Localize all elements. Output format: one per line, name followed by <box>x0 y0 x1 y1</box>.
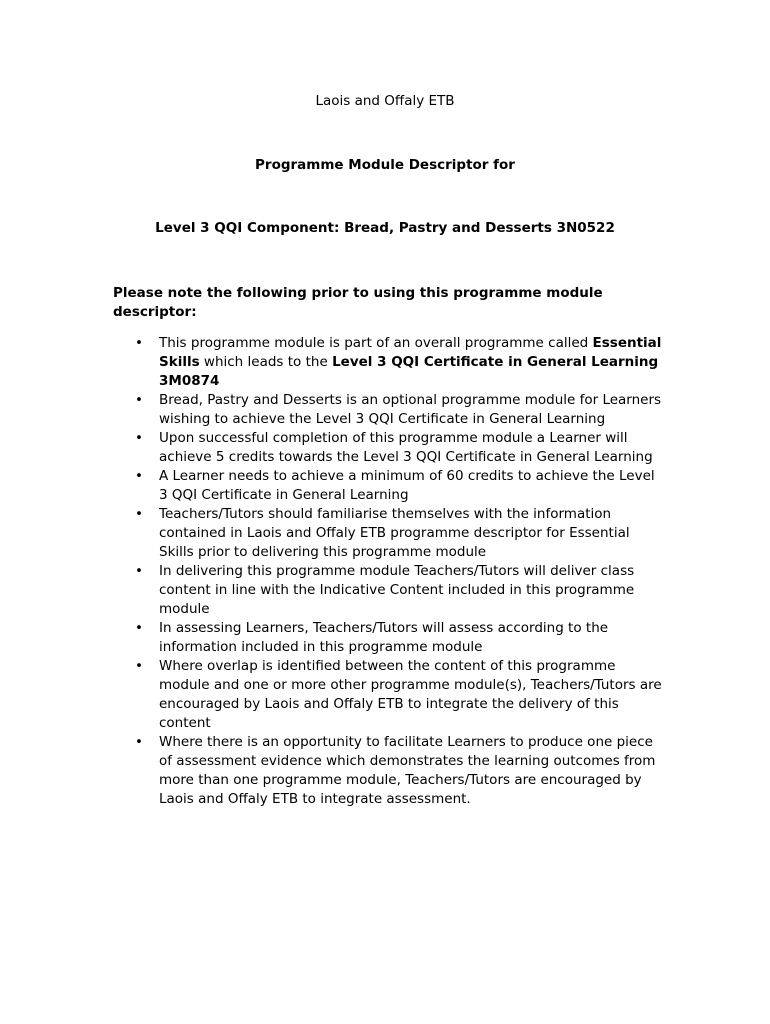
notes-list <box>113 334 663 809</box>
list-item-text: which leads to the <box>199 354 333 370</box>
bullet-icon: • <box>135 468 143 484</box>
list-item-text: Bread, Pastry and Desserts is an optional programme module for Learners wishing to achieve the Level 3 QQI Certificate in General Learning <box>159 392 662 427</box>
list-item-text: In assessing Learners, Teachers/Tutors will assess according to the information included in this programme module <box>159 620 609 655</box>
bullet-icon: • <box>135 430 143 446</box>
list-item <box>113 505 663 562</box>
list-item-text: Where overlap is identified between the content of this programme module and one or more other programme module(s), Teachers/Tutors are encouraged by Laois and Offaly ETB to integrate the delivery of this content <box>159 658 662 731</box>
list-item <box>113 391 663 429</box>
list-item <box>113 334 663 391</box>
list-item-text: This programme module is part of an overall programme called <box>159 335 593 351</box>
document-title: Programme Module Descriptor for <box>255 157 515 173</box>
document-subtitle: Level 3 QQI Component: Bread, Pastry and Desserts 3N0522 <box>155 220 615 236</box>
list-item <box>113 733 663 809</box>
notes-heading: Please note the following prior to using this programme module descriptor: <box>113 285 603 320</box>
bullet-icon: • <box>135 335 143 351</box>
organization-name: Laois and Offaly ETB <box>315 93 455 109</box>
list-item-text: Upon successful completion of this programme module a Learner will achieve 5 credits towards the Level 3 QQI Certificate in General Learning <box>159 430 653 465</box>
list-item <box>113 429 663 467</box>
list-item <box>113 562 663 619</box>
programme-name: Essential Skills <box>159 335 662 370</box>
bullet-icon: • <box>135 563 143 579</box>
bullet-icon: • <box>135 658 143 674</box>
bullet-icon: • <box>135 392 143 408</box>
bullet-icon: • <box>135 506 143 522</box>
bullet-icon: • <box>135 620 143 636</box>
list-item-text: A Learner needs to achieve a minimum of 60 credits to achieve the Level 3 QQI Certificate in General Learning <box>159 468 655 503</box>
list-item <box>113 619 663 657</box>
list-item-text: In delivering this programme module Teachers/Tutors will deliver class content in line with the Indicative Content included in this programme module <box>159 563 635 617</box>
list-item <box>113 657 663 733</box>
list-item-text: Where there is an opportunity to facilitate Learners to produce one piece of assessment evidence which demonstrates the learning outcomes from more than one programme module, Teachers/Tutors are encouraged by Laois and Offaly ETB to integrate assessment. <box>159 734 656 807</box>
list-item-text: Teachers/Tutors should familiarise themselves with the information contained in Laois and Offaly ETB programme descriptor for Essential Skills prior to delivering this programme module <box>159 506 630 560</box>
bullet-icon: • <box>135 734 143 750</box>
certificate-name: Level 3 QQI Certificate in General Learning 3M0874 <box>159 354 659 389</box>
list-item <box>113 467 663 505</box>
